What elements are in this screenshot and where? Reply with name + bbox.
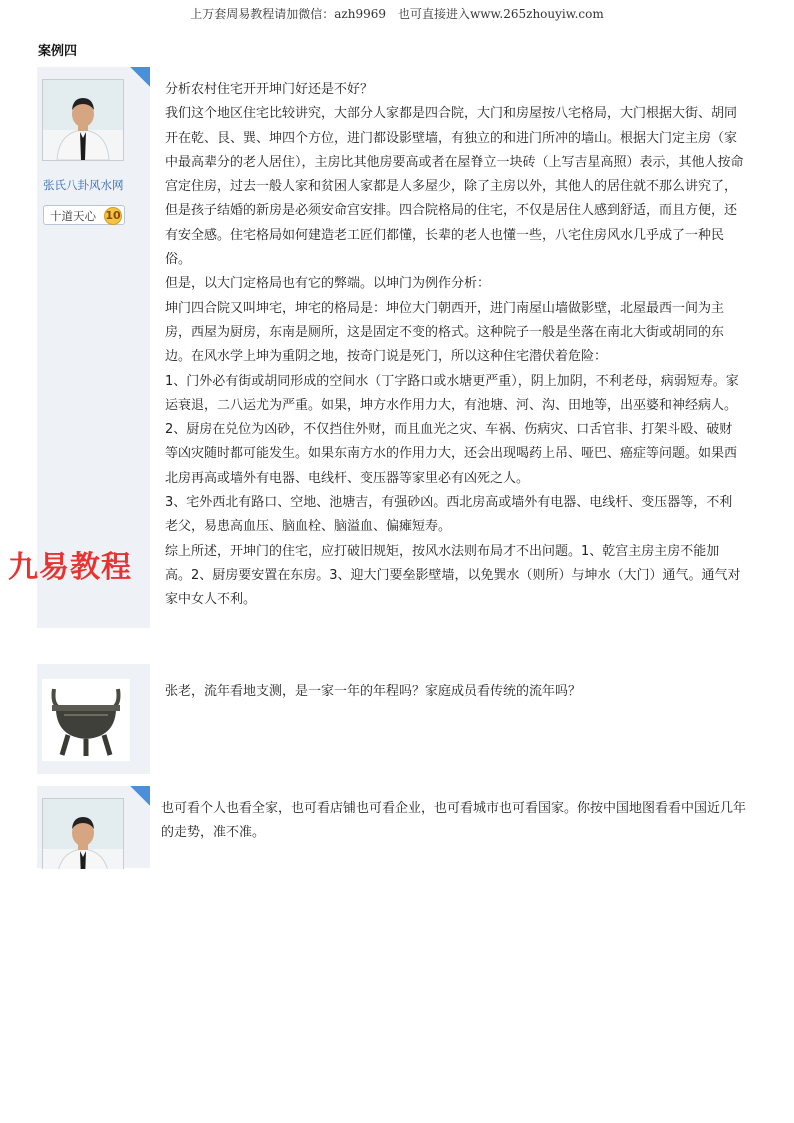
post3-author-sidebar <box>37 786 150 868</box>
author-username[interactable]: 张氏八卦风水网 <box>43 178 124 192</box>
author-avatar[interactable] <box>42 798 124 869</box>
post3-content <box>161 797 746 846</box>
post1-paragraph: 1、门外必有街或胡同形成的空间水（丁字路口或水塘更严重），阴上加阴，不利老母，病弱短寿。家运衰退，二八运尤为严重。如果，坤方水作用力大，有池塘、河、沟、田地等，出巫婆和神经病人。 <box>165 373 739 413</box>
bronze-cauldron-avatar[interactable] <box>42 679 130 761</box>
author-avatar[interactable] <box>42 79 124 161</box>
post1-paragraph: 3、宅外西北有路口、空地、池塘吉，有强砂凶。西北房高或墙外有电器、电线杆、变压器等，不利老父，易患高血压、脑血栓、脑溢血、偏瘫短寿。 <box>165 495 733 535</box>
author-rank-badge <box>43 205 125 225</box>
author-corner-tag <box>124 67 150 93</box>
post1-paragraph: 坤门四合院又叫坤宅，坤宅的格局是：坤位大门朝西开，进门南屋山墙做影壁，北屋最西一间为主房，西屋为厨房，东南是厕所，这是固定不变的格式。这种院子一般是坐落在南北大街或胡同的东边。在风水学上坤为重阴之地，按奇门说是死门，所以这种住宅潜伏着危险： <box>165 300 725 365</box>
post1-paragraph: 2、厨房在兑位为凶砂，不仅挡住外财，而且血光之灾、车祸、伤病灾、口舌官非、打架斗殴、破财等凶灾随时都可能发生。如果东南方水的作用力大，还会出现喝药上吊、哑巴、癌症等问题。如果西北房再高或墙外有电器、电线杆、变压器等家里必有凶死之人。 <box>165 422 738 486</box>
post2-paragraph: 张老，流年看地支测，是一家一年的年程吗？家庭成员看传统的流年吗？ <box>165 684 582 699</box>
person-portrait-icon <box>43 80 123 160</box>
cauldron-icon <box>42 679 130 761</box>
author-rank-number: 10 <box>104 207 122 225</box>
author-corner-tag <box>124 786 150 812</box>
watermark-text: 九易教程 <box>8 550 132 585</box>
post1-paragraph: 但是，以大门定格局也有它的弊端。以坤门为例作分析： <box>165 276 491 292</box>
page-header: 上万套周易教程请加微信：azh9969 也可直接进入www.265zhouyiw.com <box>190 7 604 21</box>
post2-content <box>165 680 745 704</box>
post2-author-sidebar <box>37 664 150 774</box>
person-portrait-icon <box>43 799 123 869</box>
case-title: 案例四 <box>38 44 78 59</box>
post3-paragraph: 也可看个人也看全家，也可看店铺也可看企业，也可看城市也可看国家。你按中国地图看看中国近几年的走势，准不准。 <box>161 801 747 841</box>
post1-paragraph: 分析农村住宅开开坤门好还是不好？ <box>165 82 374 97</box>
author-rank-label: 十道天心 <box>50 209 96 223</box>
post1-paragraph: 我们这个地区住宅比较讲究，大部分人家都是四合院，大门和房屋按八宅格局，大门根据大街、胡同开在乾、艮、巽、坤四个方位，进门都设影壁墙，有独立的和进门所冲的墙山。根据大门定主房（家中最高辈分的老人居住），主房比其他房要高或者在屋脊立一块砖（上写吉星高照）表示，其他人按命宫定住房，过去一般人家和贫困人家都是人多屋少，除了主房以外，其他人的居住就不那么讲究了，但是孩子结婚的新房是必须安命宫安排。四合院格局的住宅，不仅是居住人感到舒适，而且方便，还有安全感。住宅格局如何建造老工匠们都懂，长辈的老人也懂一些，八宅住房风水几乎成了一种民俗。 <box>165 106 744 268</box>
post1-content <box>165 78 745 613</box>
post1-paragraph: 综上所述，开坤门的住宅，应打破旧规矩，按风水法则布局才不出问题。1、乾宫主房主房不能加高。2、厨房要安置在东房。3、迎大门要垒影壁墙，以免巽水（则所）与坤水（大门）通气。通气对家中女人不利。 <box>165 543 741 608</box>
